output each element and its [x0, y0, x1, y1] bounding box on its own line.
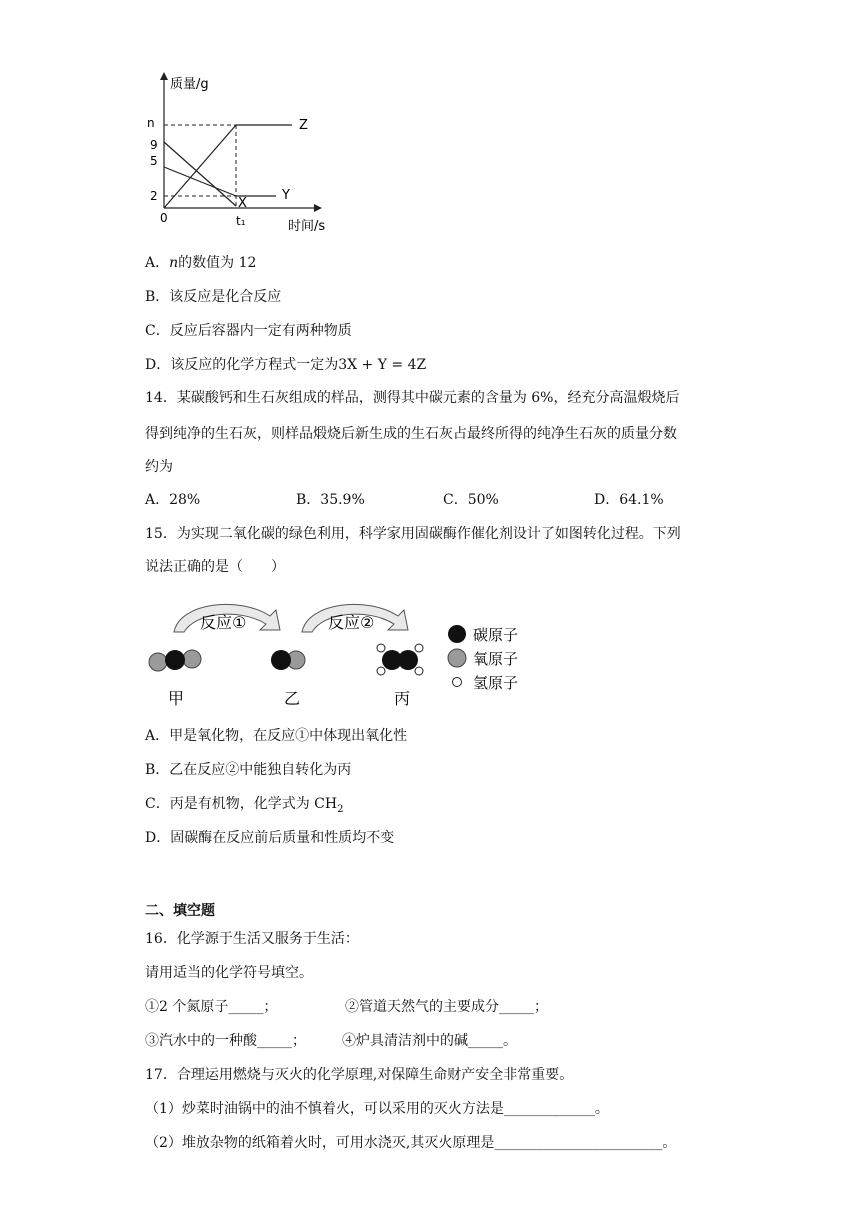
y-tick-5: 5 — [150, 154, 158, 168]
q17-line-1: 17．合理运用燃烧与灭火的化学原理,对保障生命财产安全非常重要。 — [145, 1067, 574, 1083]
legend-hydrogen-dot — [453, 678, 462, 687]
bing-hydrogen-3 — [415, 644, 423, 652]
q16-line-1: 16．化学源于生活又服务于生活： — [145, 931, 359, 947]
series-label-x: X — [238, 196, 247, 211]
bing-hydrogen-4 — [415, 667, 423, 675]
origin-label: 0 — [160, 211, 168, 225]
q13-option-d-prefix: D．该反应的化学方程式一定为 — [145, 357, 339, 373]
reaction-2-label: 反应② — [328, 613, 375, 632]
y-tick-n: n — [147, 116, 155, 130]
bing-carbon-right — [398, 650, 418, 670]
q15-option-c — [145, 794, 343, 820]
x-tick-t1: t₁ — [236, 214, 246, 228]
q14-option-c: C．50% — [443, 492, 499, 508]
q15-option-d: D．固碳酶在反应前后质量和性质均不变 — [145, 830, 395, 846]
q13-option-a-prefix: A． — [145, 255, 170, 271]
q14-option-d: D．64.1% — [594, 492, 664, 508]
series-label-y: Y — [282, 188, 290, 203]
q16-item-1: ①2 个氮原子_____； — [145, 999, 278, 1015]
q13-option-a-text: 的数值为 12 — [178, 255, 257, 271]
legend-oxygen-label: 氧原子 — [473, 650, 519, 668]
jia-label: 甲 — [168, 689, 185, 708]
q13-option-a — [145, 253, 256, 273]
y-tick-9: 9 — [150, 138, 158, 152]
yi-carbon — [271, 650, 291, 670]
reaction-1-label: 反应① — [200, 613, 247, 632]
q13-option-a-var: n — [169, 255, 179, 271]
jia-oxygen-right — [183, 650, 201, 668]
legend-carbon-label: 碳原子 — [473, 626, 519, 644]
q13-option-d-equation: 3X + Y = 4Z — [338, 357, 427, 373]
y-axis-label: 质量/g — [170, 77, 209, 92]
q14-line-3: 约为 — [145, 459, 173, 475]
q13-option-c: C．反应后容器内一定有两种物质 — [145, 323, 352, 339]
jia-carbon — [165, 650, 185, 670]
q16-item-2: ②管道天然气的主要成分_____； — [345, 999, 548, 1015]
q15-option-a: A．甲是氧化物，在反应①中体现出氧化性 — [145, 728, 408, 744]
yi-label: 乙 — [284, 689, 301, 708]
series-label-z: Z — [299, 118, 308, 133]
bing-hydrogen-1 — [377, 644, 385, 652]
x-axis-label: 时间/s — [288, 219, 326, 234]
q14-option-b: B．35.9% — [296, 492, 365, 508]
legend-oxygen-dot — [448, 649, 466, 667]
bing-hydrogen-2 — [377, 667, 385, 675]
q16-item-3: ③汽水中的一种酸_____； — [145, 1033, 306, 1049]
jia-oxygen-left — [149, 653, 167, 671]
y-tick-2: 2 — [150, 189, 158, 203]
q16-item-4: ④炉具清洁剂中的碱_____。 — [342, 1033, 517, 1049]
q15-option-b: B．乙在反应②中能独自转化为丙 — [145, 762, 352, 778]
bing-label: 丙 — [394, 689, 411, 708]
q15-option-c-text: C．丙是有机物，化学式为 CH — [145, 796, 338, 812]
series-y-fall — [164, 167, 236, 196]
q15-line-1: 15．为实现二氧化碳的绿色利用，科学家用固碳酶作催化剂设计了如图转化过程。下列 — [145, 526, 681, 542]
q16-line-2: 请用适当的化学符号填空。 — [145, 965, 313, 981]
y-axis-arrow — [160, 72, 168, 80]
mass-time-chart — [140, 68, 340, 238]
reaction-diagram — [140, 596, 540, 714]
q15-option-c-subscript: 2 — [337, 803, 344, 815]
q17-item-2: （2）堆放杂物的纸箱着火时，可用水浇灭,其灭火原理是________________________。 — [145, 1135, 677, 1151]
legend-carbon-dot — [448, 625, 466, 643]
section-heading: 二、填空题 — [145, 903, 215, 919]
legend-hydrogen-label: 氢原子 — [473, 674, 519, 692]
q17-item-1: （1）炒菜时油锅中的油不慎着火，可以采用的灭火方法是_____________。 — [145, 1101, 609, 1117]
q15-line-2: 说法正确的是（ ） — [145, 559, 285, 575]
q14-line-1: 14．某碳酸钙和生石灰组成的样品，测得其中碳元素的含量为 6%，经充分高温煅烧后 — [145, 390, 680, 406]
q13-option-b: B．该反应是化合反应 — [145, 289, 282, 305]
q13-option-d — [145, 355, 426, 375]
q14-line-2: 得到纯净的生石灰，则样品煅烧后新生成的生石灰占最终所得的纯净生石灰的质量分数 — [145, 426, 677, 442]
x-axis-arrow — [314, 204, 322, 212]
q14-option-a: A．28% — [145, 492, 201, 508]
